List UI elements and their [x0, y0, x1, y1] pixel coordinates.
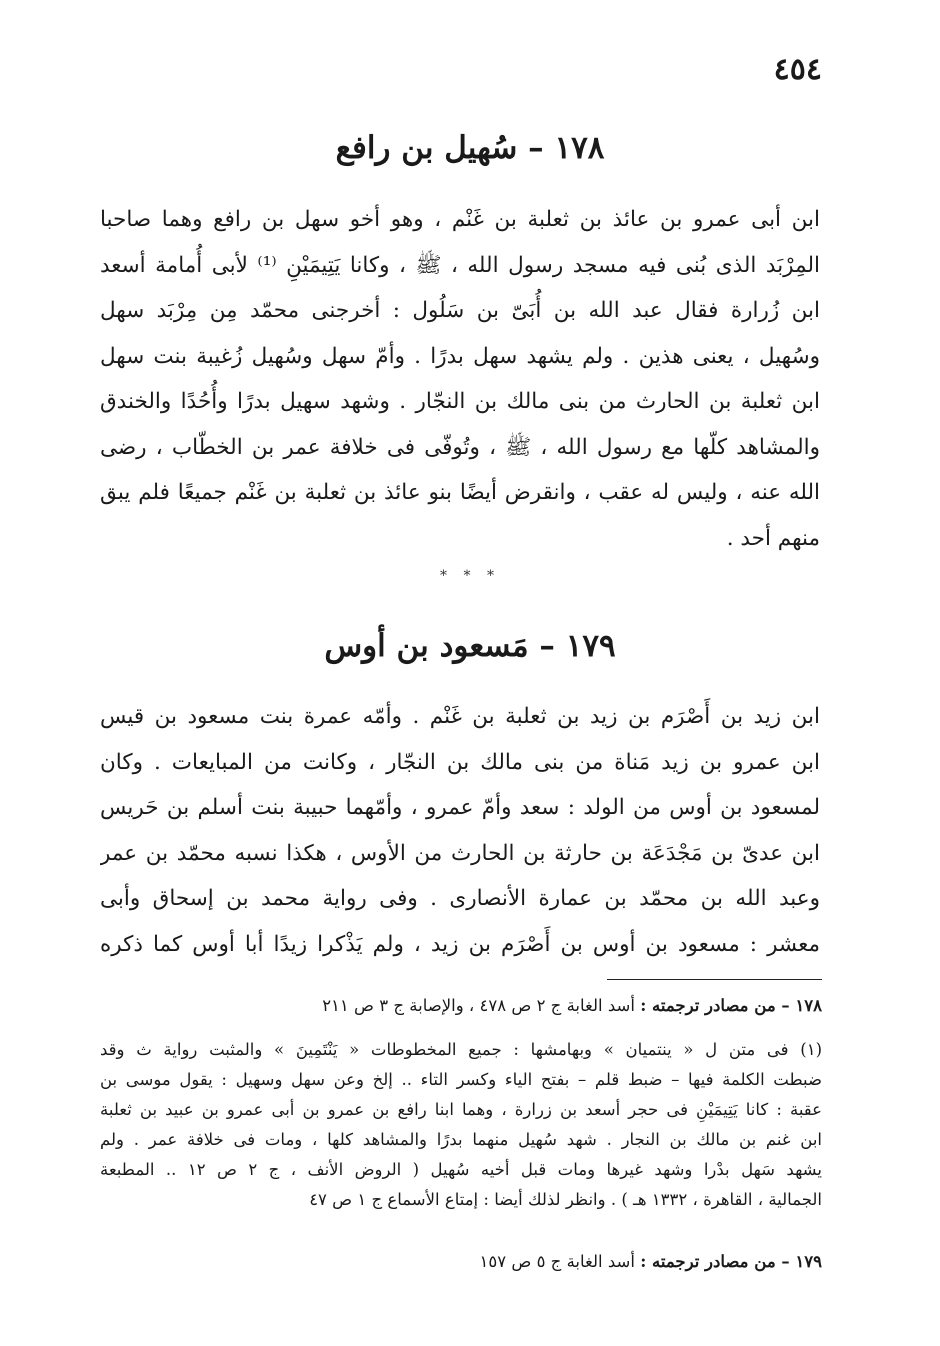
body-line: والمشاهد كلّها مع رسول الله ، ﷺ ، وتُوفّى فى خلافة عمر بن الخطّاب ، رضى: [100, 434, 820, 460]
footnote-label: ١٧٩ – من مصادر ترجمته :: [640, 1252, 822, 1271]
footnote-line: الجمالية ، القاهرة ، ١٣٣٢ هـ ) . وانظر لذلك أيضا : إمتاع الأسماع ج ١ ص ٤٧: [309, 1190, 822, 1209]
body-line: ابن أبى عمرو بن عائذ بن ثعلبة بن غَنْم ، وهو أخو سهل بن رافع وهما صاحبا: [100, 207, 820, 232]
page-number: ٤٥٤: [773, 52, 822, 87]
section-179-body: [100, 694, 820, 967]
footnote-text: أسد الغابة ج ٥ ص ١٥٧: [479, 1252, 635, 1271]
body-line: ابن عمرو بن زيد مَناة من بنى مالك بن النجّار ، وكانت من المبايعات . وكان: [100, 749, 820, 775]
body-line: ابن عدىّ بن مَجْدَعَة بن حارثة بن الحارث من الأوس ، هكذا نسبه محمّد بن عمر: [100, 840, 820, 866]
section-179-title: ١٧٩ – مَسعود بن أوس: [324, 628, 616, 664]
body-line: معشر : مسعود بن أوس بن أَصْرَم بن زيد ، ولم يَذْكرا زيدًا أبا أوس كما ذكره: [100, 931, 820, 957]
body-line: ابن زُرارة فقال عبد الله بن أُبَىّ بن سَلُول : أخرجنى محمّد مِن مِرْبَد سهل: [100, 298, 820, 323]
footnote-line: ابن غنم بن مالك بن النجار . شهد سُهيل منهما بدرًا والمشاهد كلها ، ومات فى خلافة عمر . ولم: [100, 1130, 822, 1149]
section-178-title: ١٧٨ – سُهيل بن رافع: [335, 130, 605, 166]
footnote-179-sources: [100, 1247, 822, 1277]
section-178-body: [100, 197, 820, 561]
section-separator: * * *: [440, 568, 500, 584]
footnote-divider: [607, 979, 822, 980]
body-line: وسُهيل ، يعنى هذين . ولم يشهد سهل بدرًا . وأمّ سهل وسُهيل زُغيبة بنت سهل: [100, 343, 820, 369]
body-line: الله عنه ، وليس له عقب ، وانقرض أيضًا بنو عائذ بن ثعلبة بن غَنْم جميعًا فلم يبق: [100, 480, 820, 505]
footnote-line: ضبطت الكلمة فيها – ضبط قلم – بفتح الياء وكسر التاء .. إلخ وعن سهل وسهيل : يقول موسى بن: [100, 1070, 822, 1089]
footnote-text: أسد الغابة ج ٢ ص ٤٧٨ ، والإصابة ج ٣ ص ٢١١: [322, 996, 635, 1015]
body-line: وعبد الله بن محمّد بن عمارة الأنصارى . وفى رواية محمد بن إسحاق وأبى: [100, 886, 820, 911]
footnote-line: يشهد سَهل بدْرا وشهد غيرها ومات قبل أخيه سُهيل ( الروض الأنف ، ج ٢ ص ١٢ .. المطبعة: [100, 1160, 822, 1179]
body-line: منهم أحد .: [726, 525, 820, 551]
body-line: لمسعود بن أوس من الولد : سعد وأمّ عمرو ، وأمّهما حبيبة بنت أسلم بن حَريس: [100, 795, 820, 820]
body-line: المِرْبَد الذى بُنى فيه مسجد رسول الله ، ﷺ ، وكانا يَتِيمَيْنِ ⁽¹⁾ لأبى أُمامة أسعد: [100, 252, 820, 278]
footnote-1: [100, 1035, 822, 1215]
footnote-178-sources: [100, 991, 822, 1021]
body-line: ابن زيد بن أَصْرَم بن زيد بن ثعلبة بن غَنْم . وأمّه عمرة بنت مسعود بن قيس: [100, 704, 820, 729]
footnote-line: (١) فى متن ل « ينتميان » وبهامشها : جميع المخطوطات « يَنْتَمِينَ » والمثبت رواية ث وقد: [100, 1040, 822, 1059]
body-line: ابن ثعلبة بن الحارث من بنى مالك بن النجّار . وشهد سهيل بدرًا وأُحُدًا والخندق: [100, 389, 820, 414]
footnote-line: عقبة : كانا يَتِيمَيْنِ فى حجر أسعد بن زرارة ، وهما ابنا رافع بن عمرو بن أبى عمرو بن عبيد بن ثعلبة: [100, 1100, 822, 1119]
footnote-label: ١٧٨ – من مصادر ترجمته :: [640, 996, 822, 1015]
